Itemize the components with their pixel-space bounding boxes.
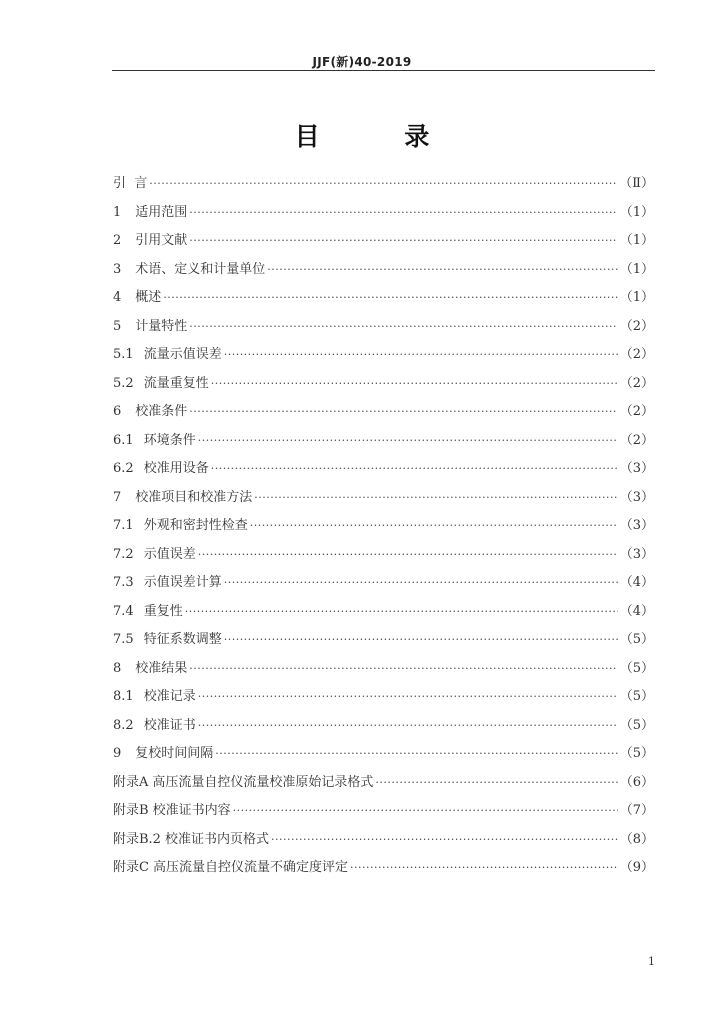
toc-dot-leader: [198, 434, 618, 447]
toc-dot-leader: [233, 804, 618, 817]
toc-entry-title: 校准结果: [135, 660, 188, 676]
toc-entry[interactable]: [113, 600, 654, 629]
toc-entry-title: 校准项目和校准方法: [135, 489, 253, 505]
toc-entry-number: 3: [113, 261, 122, 277]
toc-entry-title: 重复性: [143, 603, 183, 619]
toc-entry[interactable]: [113, 258, 654, 287]
toc-entry-number: 附录B.2: [113, 831, 161, 847]
toc-entry-number: 6: [113, 404, 122, 419]
toc-entry-title: 校准证书: [143, 717, 196, 733]
toc-entry-title: 概述: [135, 290, 162, 305]
toc-entry-page: （2）: [619, 318, 654, 334]
toc-entry-title: 计量特性: [135, 318, 188, 334]
toc-entry-page: （3）: [619, 461, 654, 476]
toc-entry[interactable]: [113, 714, 654, 743]
toc-dot-leader: [149, 177, 617, 190]
toc-entry-number: 附录C: [113, 860, 149, 875]
toc-entry-page: （3）: [619, 518, 654, 533]
page-number: 1: [648, 955, 655, 968]
toc-entry-title: 外观和密封性检查: [143, 518, 248, 533]
toc-entry[interactable]: [113, 571, 654, 600]
toc-entry-title: 校准证书内容: [152, 803, 231, 818]
toc-entry-page: （3）: [619, 489, 654, 505]
toc-entry-title: 特征系数调整: [143, 632, 222, 647]
toc-dot-leader: [254, 491, 617, 504]
toc-entry[interactable]: [113, 457, 654, 486]
toc-entry-number: 6.1: [113, 432, 134, 448]
toc-entry-page: （6）: [619, 774, 654, 790]
toc-entry[interactable]: [113, 742, 654, 771]
document-code-header: JJF(新)40-2019: [312, 55, 412, 69]
toc-entry-page: （2）: [619, 375, 654, 391]
toc-dot-leader: [250, 519, 618, 532]
toc-entry[interactable]: [113, 628, 654, 657]
toc-entry-number: 引 言: [113, 176, 148, 191]
toc-dot-leader: [189, 234, 617, 247]
toc-entry-title: 引用文献: [135, 233, 188, 248]
toc-entry[interactable]: [113, 771, 654, 800]
toc-entry[interactable]: [113, 828, 654, 857]
toc-entry-page: （1）: [619, 233, 654, 248]
toc-entry[interactable]: [113, 685, 654, 714]
toc-entry-page: （2）: [619, 404, 654, 419]
toc-entry[interactable]: [113, 856, 654, 885]
toc-entry-page: （Ⅱ）: [619, 176, 654, 191]
toc-entry-page: （4）: [619, 603, 654, 619]
toc-entry[interactable]: [113, 229, 654, 258]
toc-entry-title: 流量示值误差: [143, 347, 222, 362]
toc-entry[interactable]: [113, 315, 654, 344]
header-rule: [112, 70, 655, 71]
toc-entry-number: 2: [113, 233, 122, 248]
toc-entry-number: 5.1: [113, 347, 134, 362]
toc-entry-number: 4: [113, 290, 122, 305]
toc-entry-title: 校准用设备: [143, 461, 209, 476]
toc-entry-title: 校准证书内页格式: [164, 831, 269, 847]
toc-dot-leader: [350, 861, 618, 874]
toc-entry-page: （2）: [619, 347, 654, 362]
toc-entry-number: 7.1: [113, 518, 134, 533]
toc-entry-number: 7: [113, 489, 122, 505]
toc-entry-page: （3）: [619, 546, 654, 562]
page-title: 目 录: [294, 122, 468, 151]
toc-dot-leader: [215, 747, 617, 760]
toc-entry-number: 附录B: [113, 803, 149, 818]
toc-entry[interactable]: [113, 514, 654, 543]
toc-dot-leader: [224, 348, 618, 361]
toc-entry-page: （1）: [619, 261, 654, 277]
toc-entry-title: 示值误差: [143, 546, 196, 562]
toc-entry[interactable]: [113, 429, 654, 458]
toc-entry-number: 9: [113, 746, 122, 761]
toc-dot-leader: [189, 405, 617, 418]
toc-entry-title: 校准记录: [143, 689, 196, 704]
toc-entry-title: 示值误差计算: [143, 575, 222, 590]
toc-entry-page: （5）: [619, 632, 654, 647]
toc-dot-leader: [189, 320, 617, 333]
toc-entry-number: 7.5: [113, 632, 134, 647]
toc-entry-number: 8: [113, 660, 122, 676]
toc-entry-number: 8.2: [113, 717, 134, 733]
toc-entry-page: （5）: [619, 660, 654, 676]
toc-dot-leader: [271, 833, 618, 846]
toc-entry-page: （2）: [619, 432, 654, 448]
toc-dot-leader: [211, 462, 618, 475]
toc-dot-leader: [224, 633, 618, 646]
toc-entry-page: （8）: [619, 831, 654, 847]
toc-dot-leader: [224, 576, 618, 589]
toc-entry-number: 5.2: [113, 375, 134, 391]
toc-entry-page: （5）: [619, 717, 654, 733]
toc-dot-leader: [189, 206, 617, 219]
toc-entry-title: 复校时间间隔: [135, 746, 214, 761]
toc-entry[interactable]: [113, 201, 654, 230]
toc-entry-number: 7.3: [113, 575, 134, 590]
toc-entry[interactable]: [113, 172, 654, 201]
toc-entry-number: 8.1: [113, 689, 134, 704]
toc-entry-title: 高压流量自控仪流量不确定度评定: [152, 860, 348, 875]
toc-entry-number: 5: [113, 318, 122, 334]
toc-entry-page: （9）: [619, 860, 654, 875]
toc-dot-leader: [375, 776, 617, 789]
toc-dot-leader: [163, 291, 617, 304]
toc-dot-leader: [211, 377, 618, 390]
toc-entry-number: 6.2: [113, 461, 134, 476]
toc-entry-page: （5）: [619, 746, 654, 761]
toc-entry-number: 1: [113, 204, 122, 220]
toc-entry[interactable]: [113, 372, 654, 401]
toc-entry-number: 附录A: [113, 774, 149, 790]
toc-dot-leader: [189, 662, 617, 675]
toc-entry-number: 7.2: [113, 546, 134, 562]
toc-entry-page: （1）: [619, 204, 654, 220]
toc-dot-leader: [198, 548, 618, 561]
toc-entry[interactable]: [113, 543, 654, 572]
toc-entry-page: （7）: [619, 803, 654, 818]
toc-entry-title: 术语、定义和计量单位: [135, 261, 266, 277]
toc-dot-leader: [198, 690, 618, 703]
toc-entry[interactable]: [113, 799, 654, 828]
toc-entry-title: 环境条件: [143, 432, 196, 448]
toc-entry[interactable]: [113, 343, 654, 372]
toc-entry-title: 流量重复性: [143, 375, 209, 391]
toc-entry-number: 7.4: [113, 603, 134, 619]
toc-dot-leader: [198, 719, 618, 732]
toc-entry-title: 高压流量自控仪流量校准原始记录格式: [152, 774, 374, 790]
toc-entry-title: 校准条件: [135, 404, 188, 419]
toc-entry-title: 适用范围: [135, 204, 188, 220]
toc-entry[interactable]: [113, 486, 654, 515]
toc-dot-leader: [267, 263, 617, 276]
toc-entry-page: （4）: [619, 575, 654, 590]
toc-entry-page: （5）: [619, 689, 654, 704]
table-of-contents: [113, 172, 654, 885]
toc-entry[interactable]: [113, 657, 654, 686]
toc-entry-page: （1）: [619, 290, 654, 305]
toc-entry[interactable]: [113, 286, 654, 315]
toc-dot-leader: [185, 605, 618, 618]
toc-entry[interactable]: [113, 400, 654, 429]
